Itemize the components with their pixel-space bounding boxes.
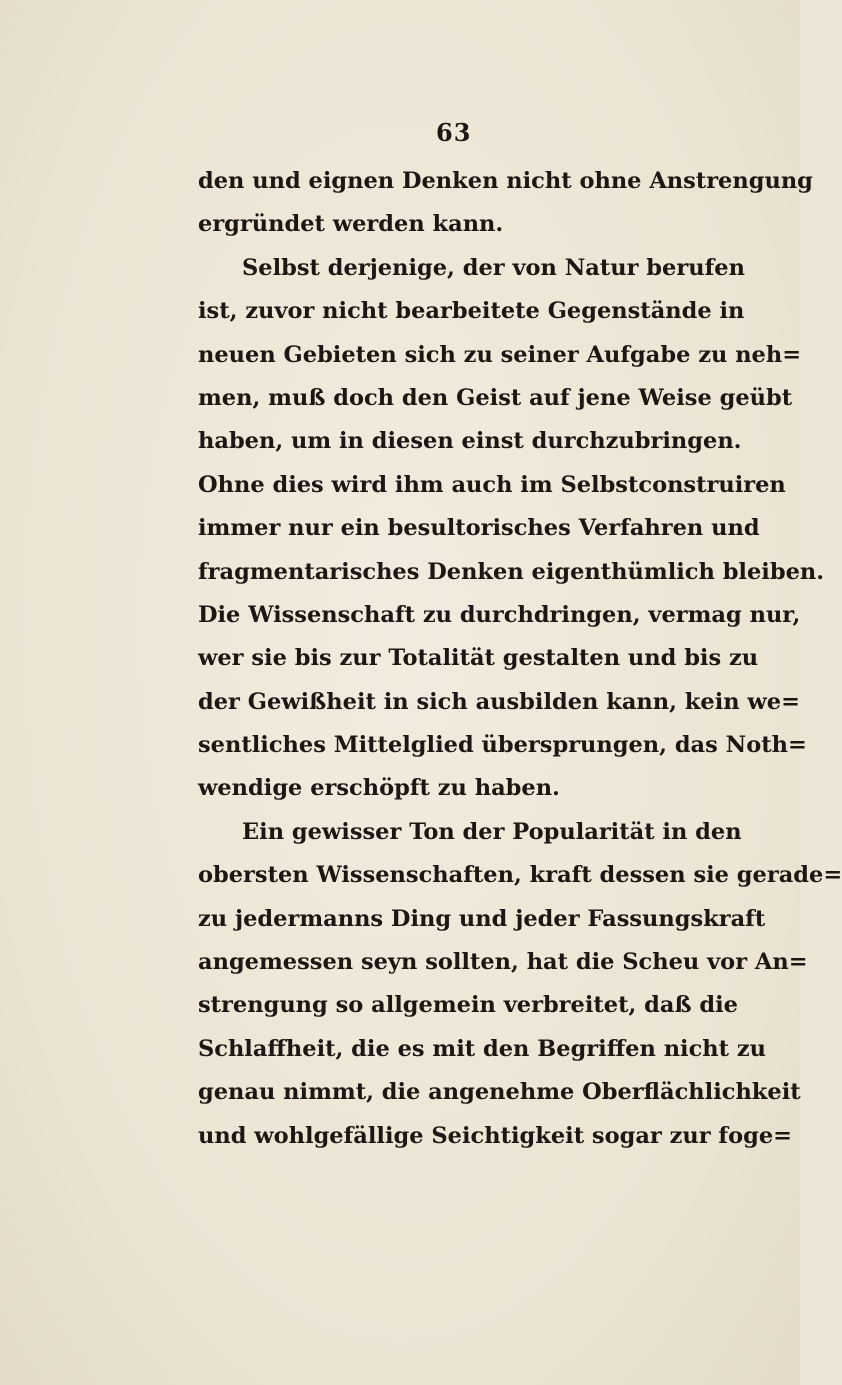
text-line: strengung so allgemein verbreitet, daß die (198, 992, 738, 1019)
text-line: sentliches Mittelglied übersprungen, das Noth= (198, 732, 807, 759)
text-line: Ohne dies wird ihm auch im Selbstconstruiren (198, 471, 786, 498)
text-line: angemessen seyn sollten, hat die Scheu vor An= (198, 949, 808, 976)
text-line: wer sie bis zur Totalität gestalten und bis zu (198, 645, 759, 672)
body-text (198, 160, 842, 1158)
text-line: fragmentarisches Denken eigenthümlich bleiben. (198, 558, 825, 585)
text-line: Ein gewisser Ton der Popularität in den (242, 818, 742, 845)
page-number: 63 (436, 118, 472, 147)
text-line: haben, um in diesen einst durchzubringen. (198, 428, 742, 455)
text-line: wendige erschöpft zu haben. (198, 775, 560, 802)
text-line: zu jedermanns Ding und jeder Fassungskraft (198, 905, 766, 932)
text-line: den und eignen Denken nicht ohne Anstrengung (198, 168, 813, 194)
text-line: genau nimmt, die angenehme Oberflächlichkeit (198, 1079, 801, 1106)
text-line: obersten Wissenschaften, kraft dessen sie gerade= (198, 862, 842, 889)
text-line: Schlaffheit, die es mit den Begriffen nicht zu (198, 1035, 767, 1062)
text-line: men, muß doch den Geist auf jene Weise geübt (198, 384, 793, 411)
text-line: ergründet werden kann. (198, 211, 504, 238)
text-line: der Gewißheit in sich ausbilden kann, kein we= (198, 688, 800, 715)
text-line: ist, zuvor nicht bearbeitete Gegenstände in (198, 298, 745, 325)
text-line: Die Wissenschaft zu durchdringen, vermag nur, (198, 601, 801, 628)
text-line: und wohlgefällige Seichtigkeit sogar zur foge= (198, 1122, 792, 1149)
text-line: Selbst derjenige, der von Natur berufen (242, 254, 745, 281)
text-line: immer nur ein besultorisches Verfahren und (198, 515, 760, 542)
text-line: neuen Gebieten sich zu seiner Aufgabe zu neh= (198, 341, 802, 368)
